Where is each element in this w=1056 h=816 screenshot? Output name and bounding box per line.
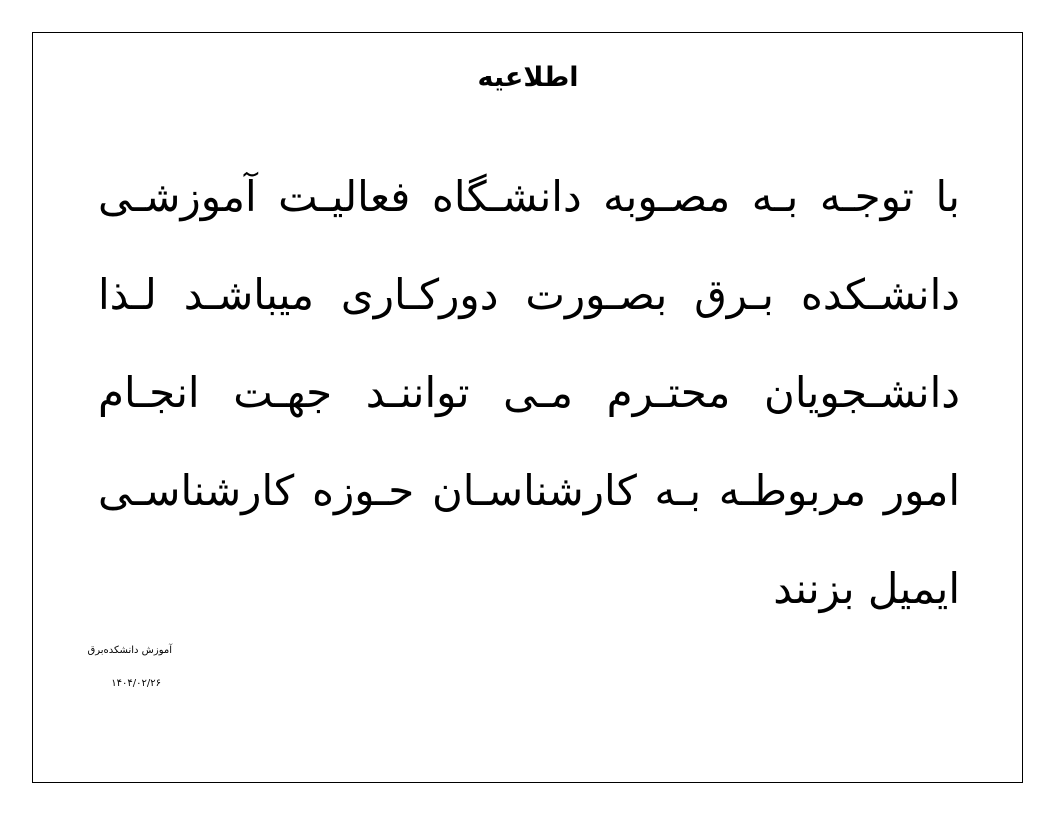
signature-date: ۱۴۰۴/۰۲/۲۶ xyxy=(111,678,161,689)
notice-body-line-3: دانشـجویان محتـرم مـی تواننـد جهـت انجـام xyxy=(98,368,960,417)
notice-body xyxy=(98,148,960,638)
notice-title: اطلاعیه xyxy=(477,62,579,93)
signature-office: آموزش دانشکده‌برق xyxy=(87,645,172,656)
notice-body-line-4: امور مربوطـه بـه کارشناسـان حـوزه کارشناسـی xyxy=(98,466,960,515)
notice-body-line-2: دانشـکده بـرق بصـورت دورکـاری میباشـد لـذا xyxy=(98,270,960,319)
notice-body-line-1: با توجـه بـه مصـوبه دانشـگاه فعالیـت آموزشـی xyxy=(98,172,960,221)
notice-body-line-5: ایمیل بزنند xyxy=(773,564,960,613)
